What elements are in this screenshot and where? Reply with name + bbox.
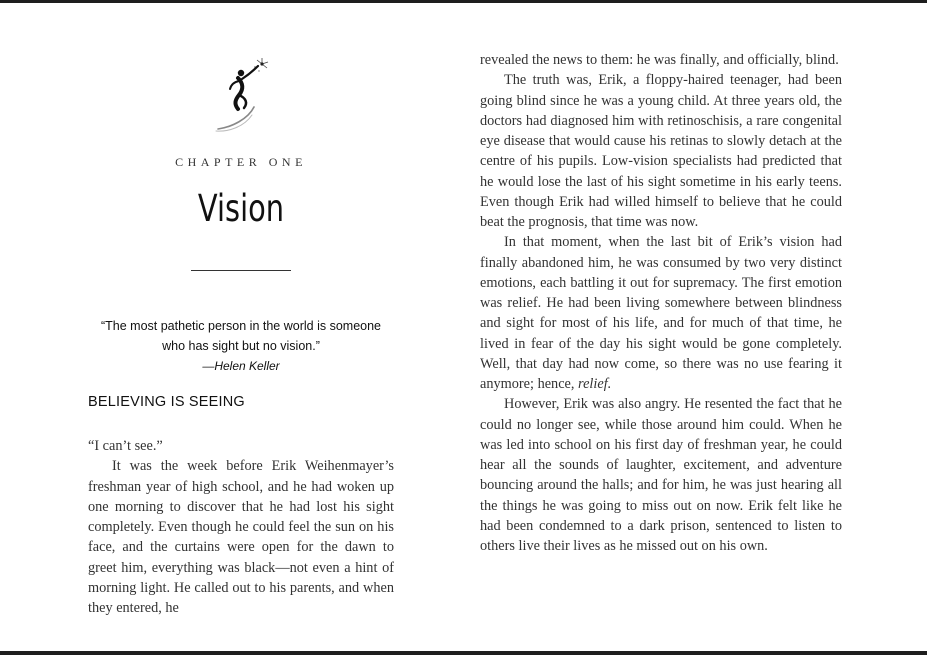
section-heading: BELIEVING IS SEEING	[88, 394, 245, 410]
paragraph: revealed the news to them: he was finally, and officially, blind.	[480, 52, 839, 68]
left-page-body	[88, 436, 394, 618]
right-page-body	[480, 50, 842, 556]
right-page	[480, 0, 842, 651]
paragraph: The truth was, Erik, a floppy-haired teenager, had been going blind since he was a young child. At three years old, the doctors had diagnosed him with retinoschisis, a rare congenital eye disease that would cause his retinas to slowly detach at the centre of his pupils. Low-vision specialists had predicted that he would lose the last of his sight sometime in his early teens. Even though Erik had willed himself to believe that he could beat the prognosis, that time was now.	[480, 72, 842, 230]
epigraph-quote-line-2: who has sight but no vision.”	[162, 339, 320, 353]
epigraph-quote-line-1: “The most pathetic person in the world is someone	[101, 319, 381, 333]
epigraph	[88, 316, 394, 376]
leaping-figure-with-star-icon	[208, 55, 278, 135]
paragraph-text: In that moment, when the last bit of Erik’s vision had finally abandoned him, he was consumed by two very distinct emotions, each battling it out for supremacy. The first emotion was relief. He had been living somewhere between blindness and sight for most of his life, and for much of that time, he lived in fear of the day his sight would be gone completely. Well, that day had now come, so there was no use fearing it anymore; hence,	[480, 234, 842, 392]
chapter-title: Vision	[197, 187, 285, 230]
chapter-divider	[191, 270, 291, 271]
paragraph: However, Erik was also angry. He resented the fact that he could no longer see, while those around him could. When he was led into school on his first day of freshman year, he could hear all the sounds of laughter, excitement, and adventure bouncing around the halls; and for him, he was just hearing all the things he was going to miss out on now. Erik felt like he had been condemned to a dark prison, sentenced to listen to others live their lives as he missed out on his own.	[480, 396, 842, 554]
left-page	[88, 0, 394, 651]
emphasis-text: relief.	[578, 376, 612, 392]
bottom-border	[0, 651, 927, 655]
epigraph-attribution: —Helen Keller	[202, 359, 280, 373]
paragraph	[480, 232, 842, 394]
paragraph: It was the week before Erik Weihenmayer’s freshman year of high school, and he had woken up one morning to discover that he had lost his sight completely. Even though he could feel the sun on his face, and the curtains were open for the dawn to greet him, everything was black—not even a hint of morning light. He called out to his parents, and when they entered, he	[88, 458, 394, 616]
paragraph: “I can’t see.”	[88, 438, 163, 454]
chapter-label: CHAPTER ONE	[175, 155, 307, 169]
